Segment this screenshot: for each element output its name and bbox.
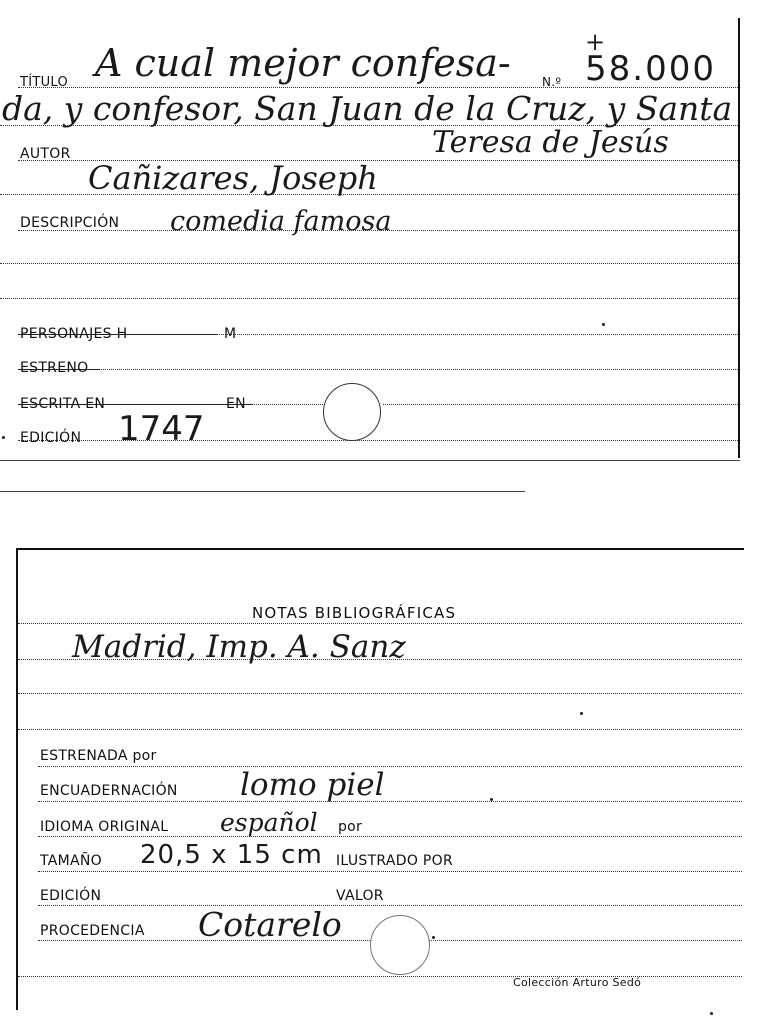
label-procedencia: PROCEDENCIA <box>40 923 145 939</box>
notes-rule-1 <box>18 623 742 624</box>
label-en: EN <box>226 396 246 412</box>
ink-speck <box>602 323 605 326</box>
label-estreno: ESTRENO <box>20 360 89 376</box>
label-m: M <box>224 326 237 342</box>
rule-encuadernacion <box>38 801 742 802</box>
label-autor: AUTOR <box>20 146 71 162</box>
ink-speck <box>710 1012 713 1015</box>
punch-hole-top <box>323 383 381 441</box>
label-coleccion: Colección Arturo Sedó <box>513 976 642 989</box>
label-ilustrado-por: ILUSTRADO POR <box>336 853 453 869</box>
label-personajes: PERSONAJES H <box>20 326 128 342</box>
label-titulo: TÍTULO <box>20 75 69 90</box>
notes-rule-3 <box>18 693 742 694</box>
rule-edicion-2 <box>38 905 742 906</box>
label-tamano: TAMAÑO <box>40 853 102 869</box>
handwritten-numero: 58.000 <box>585 49 716 89</box>
card2-left-border <box>16 548 18 1010</box>
rule-estreno <box>18 369 738 370</box>
rule-tamano <box>38 871 742 872</box>
label-edicion: EDICIÓN <box>20 430 82 446</box>
card2-top-border <box>16 548 744 550</box>
handwritten-notas: Madrid, Imp. A. Sanz <box>72 629 406 665</box>
handwritten-cross: + <box>585 28 606 56</box>
rule-escrita-right <box>383 404 738 405</box>
rule-idioma <box>38 836 742 837</box>
label-encuadernacion: ENCUADERNACIÓN <box>40 783 178 799</box>
catalog-card-top <box>0 0 759 500</box>
handwritten-idioma: español <box>220 808 318 837</box>
ink-speck <box>490 798 493 801</box>
label-idioma-original: IDIOMA ORIGINAL <box>40 819 169 835</box>
handwritten-autor: Cañizares, Joseph <box>88 159 378 197</box>
label-escrita-en: ESCRITA EN <box>20 396 106 412</box>
catalog-card-bottom <box>0 540 759 1028</box>
label-por: por <box>338 819 363 835</box>
handwritten-encuadernacion: lomo piel <box>240 767 385 803</box>
label-estrenada-por: ESTRENADA por <box>40 748 157 764</box>
rule-blank-1 <box>0 263 738 264</box>
label-edicion-2: EDICIÓN <box>40 888 102 904</box>
handwritten-tamano: 20,5 x 15 cm <box>140 840 323 870</box>
strike-estreno <box>18 369 100 370</box>
notes-rule-4 <box>18 729 742 730</box>
punch-hole-bottom <box>370 915 430 975</box>
handwritten-titulo-1: A cual mejor confesa- <box>95 41 511 85</box>
handwritten-titulo-2: da, y confesor, San Juan de la Cruz, y Santa <box>2 89 733 128</box>
label-descripcion: DESCRIPCIÓN <box>20 215 120 231</box>
label-numero: N.º <box>542 75 562 89</box>
label-valor: VALOR <box>336 888 384 904</box>
ink-speck <box>580 712 583 715</box>
ink-speck <box>432 936 435 939</box>
card1-right-border <box>738 18 740 458</box>
handwritten-edicion: 1747 <box>118 409 205 449</box>
handwritten-descripcion: comedia famosa <box>170 206 392 237</box>
strike-personajes <box>18 334 218 335</box>
ink-speck <box>2 436 5 439</box>
handwritten-procedencia: Cotarelo <box>198 905 342 944</box>
handwritten-titulo-3: Teresa de Jesús <box>432 125 669 160</box>
rule-blank-2 <box>0 298 738 299</box>
heading-notas-bibliograficas: NOTAS BIBLIOGRÁFICAS <box>252 604 457 622</box>
card1-bottom-edge <box>0 460 740 461</box>
rule-estrenada <box>38 766 742 767</box>
card1-bottom-edge-2 <box>0 491 525 492</box>
strike-escrita <box>18 404 253 405</box>
